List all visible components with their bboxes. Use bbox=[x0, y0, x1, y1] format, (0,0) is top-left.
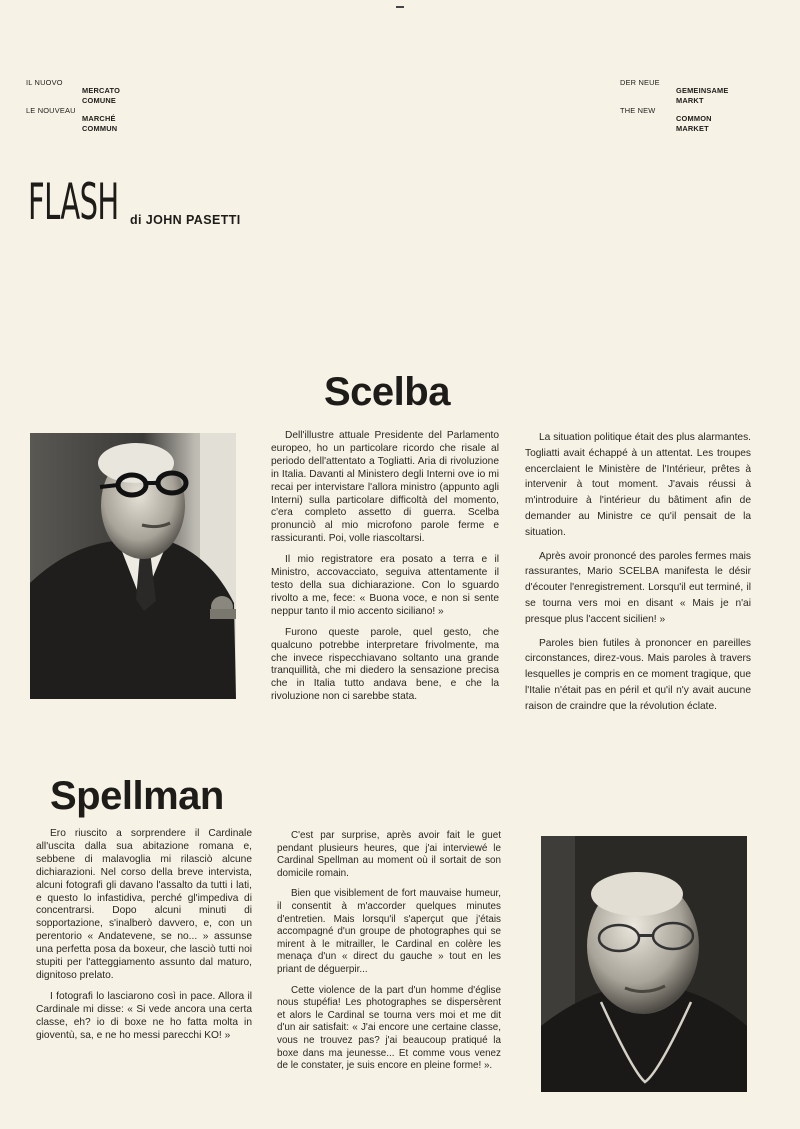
header-left-label-2: LE NOUVEAU bbox=[26, 106, 76, 115]
spellman-headline: Spellman bbox=[50, 774, 224, 818]
spellman-french-text bbox=[277, 830, 501, 1081]
scelba-french-text bbox=[525, 430, 751, 723]
header-right-label-2: THE NEW bbox=[620, 106, 656, 115]
scelba-french-paragraph-3: Paroles bien futiles à prononcer en pareilles circonstances, direz-vous. Mais paroles à travers lesquelles je compris en ce moment tragique, que l'Italie n'était pas en péril et qu'il n'y avait aucune raison de craindre que la révolution éclate. bbox=[525, 637, 751, 712]
spellman-french-paragraph-2: Bien que visiblement de fort mauvaise humeur, il consentit à m'accorder quelques minutes d'entretien. Mais lorsqu'il s'aperçut que j'étais accompagné d'un groupe de photographes qui se mirent à le mitrailler, le Cardinal en colère les menaça d'un « direct du gauche » tout en les priant de déguerpir... bbox=[277, 888, 501, 975]
flash-logo: FLASH bbox=[28, 173, 119, 231]
header-right-value-0: GEMEINSAME bbox=[676, 86, 729, 95]
scelba-portrait bbox=[30, 433, 236, 699]
header-left-label-0: IL NUOVO bbox=[26, 78, 63, 87]
scelba-italian-paragraph-2: Il mio registratore era posato a terra e il Ministro, accovacciato, seguiva attentamente il testo della sua dichiarazione. Con lo sguardo rivolto a me, fece: « Buona voce, e non si sente neppur tanto il mio accento siciliano! » bbox=[271, 554, 499, 617]
header-right-value-2: COMMON bbox=[676, 114, 712, 123]
scelba-headline: Scelba bbox=[324, 370, 450, 414]
spellman-italian-paragraph-1: Ero riuscito a sorprendere il Cardinale all'uscita dalla sua abitazione romana e, sebbene di malavoglia mi rilasciò alcune dichiarazioni. Nel corso della breve intervista, alcuni fotografi gli davano l'assalto da tutti i lati, e questo lo infastidiva, perché gl'impediva di concentrarsi. Dopo alcuni minuti di sopportazione, s'inalberò davvero, e, con un perentorio « Andatevene, se no... » assunse una perfetta posa da boxeur, che lasciò tutti noi stupiti per l'atteggiamento assunto dal maturo, dignitoso prelato. bbox=[36, 828, 252, 981]
spellman-portrait-image bbox=[541, 836, 747, 1092]
header-right-value-3: MARKET bbox=[676, 124, 709, 133]
spellman-portrait bbox=[541, 836, 747, 1092]
header-left-value-3: COMMUN bbox=[82, 124, 118, 133]
spellman-french-paragraph-3: Cette violence de la part d'un homme d'église nous stupéfia! Les photographes se dispersèrent et alors le Cardinal se tourna vers moi et me dit d'un air satisfait: « J'ai encore une certaine classe, vous ne trouvez pas? j'ai beaucoup pratiqué la boxe dans ma jeunesse... Et comme vous venez de le constater, je suis encore en pleine forme! ». bbox=[277, 984, 501, 1072]
spellman-italian-text bbox=[36, 828, 252, 1051]
header-right-value-1: MARKT bbox=[676, 96, 704, 105]
spellman-italian-paragraph-2: I fotografi lo lasciarono così in pace. Allora il Cardinale mi disse: « Si vede ancora una certa classe, eh? io di boxe ne ho fatta molta in gioventù, sa, e ne ho messi parecchi KO! » bbox=[36, 990, 252, 1041]
print-mark bbox=[396, 6, 404, 8]
header-left-value-0: MERCATO bbox=[82, 86, 121, 95]
scelba-italian-text bbox=[271, 430, 499, 712]
spellman-french-paragraph-1: C'est par surprise, après avoir fait le guet pendant plusieurs heures, que j'ai interviewé le Cardinal Spellman au moment où il sortait de son domicile romain. bbox=[277, 830, 501, 879]
scelba-french-paragraph-1: La situation politique était des plus alarmantes. Togliatti avait échappé à un attentat. Les troupes encerclaient le Ministère de l'Intérieur, prêtes à intervenir à tout moment. J'avais réussi à m'introduire à l'intérieur du bâtiment afin de demander au Ministre ce qu'il pensait de la situation. bbox=[525, 432, 751, 538]
scelba-italian-paragraph-3: Furono queste parole, quel gesto, che qualcuno potrebbe interpretare frivolmente, ma che invece rispecchiavano soltanto una grande tranquillità, che mi diedero la sensazione precisa che in Italia tutto andava bene, e che la rivoluzione non ci sarebbe stata. bbox=[271, 626, 499, 703]
byline: di JOHN PASETTI bbox=[130, 213, 241, 227]
header-left-value-1: COMUNE bbox=[82, 96, 117, 105]
header-left-value-2: MARCHÉ bbox=[82, 114, 116, 123]
scelba-portrait-image bbox=[30, 433, 236, 699]
scelba-italian-paragraph-1: Dell'illustre attuale Presidente del Parlamento europeo, ho un particolare ricordo che risale al periodo dell'attentato a Togliatti. Aria di rivoluzione in Italia. Davanti al Ministero degli Interni ove io mi recai per intervistare l'allora ministro (appunto agli Interni) sulla particolare difficoltà del momento, c'era completo assetto di guerra. Scelba pronunciò al mio microfono parole ferme e rassicuranti. Poi, volle riascoltarsi. bbox=[271, 430, 499, 545]
scelba-french-paragraph-2: Après avoir prononcé des paroles fermes mais rassurantes, Mario SCELBA manifesta le désir d'écouter l'enregistrement. Lorsqu'il eut terminé, il se tourna vers moi en disant « Mais je n'ai presque plus l'accent sicilien! » bbox=[525, 550, 751, 625]
header-right-label-0: DER NEUE bbox=[620, 78, 660, 87]
